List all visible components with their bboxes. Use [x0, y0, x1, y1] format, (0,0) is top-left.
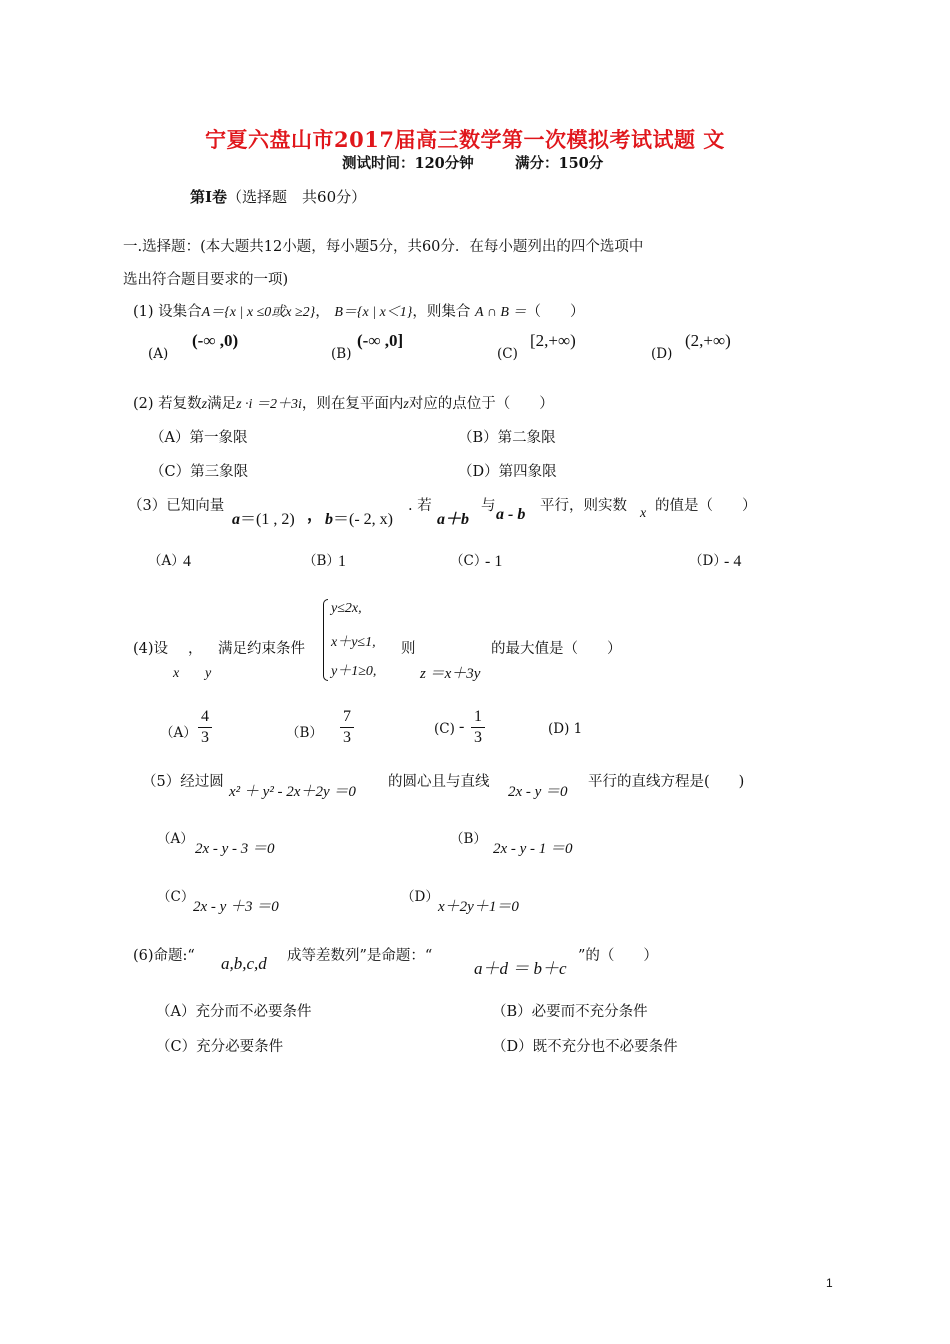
- option: [150, 426, 247, 447]
- sequence: a,b,c,d: [221, 954, 267, 973]
- part-intro-line2: 选出符合题目要求的一项): [123, 272, 289, 288]
- part-intro-line1: 一.选择题：(本大题共12小题，每小题5分，共60分．在每小题列出的四个选项中: [123, 239, 644, 255]
- question-number: （3）: [128, 498, 167, 514]
- question-text: 满足约束条件: [218, 641, 305, 657]
- intersection-expr: A ∩ B ＝: [475, 305, 527, 320]
- var-z: z: [403, 397, 409, 412]
- set-a: A＝{x | x ≤0或x ≥2}: [201, 305, 316, 320]
- separator: ，: [315, 304, 330, 320]
- option-label: （A）: [150, 430, 190, 446]
- option-label: （D）: [401, 889, 439, 905]
- vector-sum: a＋b: [437, 511, 470, 528]
- option-label: （A）: [157, 831, 194, 847]
- option-value: 第二象限: [497, 430, 556, 446]
- vector-diff: a - b: [496, 506, 526, 523]
- option-label: （C）: [450, 553, 488, 569]
- time-info: 测试时间：120分钟: [342, 155, 474, 172]
- option-value: 2x - y ＋3 ＝0: [193, 899, 279, 915]
- vector-b-value: ＝(- 2, x): [333, 511, 393, 528]
- option-label: （A）: [148, 553, 185, 569]
- option-label: (A): [148, 346, 169, 362]
- question-3-text: [128, 494, 224, 515]
- question-text: 平行，则实数: [540, 498, 627, 514]
- equation: a＋d ＝ b＋c: [474, 959, 567, 978]
- question-1: [133, 300, 584, 321]
- numerator: 7: [343, 708, 351, 725]
- option-value: (-∞ ,0): [192, 331, 239, 350]
- question-number: (1): [133, 304, 154, 320]
- question-text: ”的（ ）: [578, 948, 658, 964]
- option-fraction: [340, 708, 354, 747]
- option-value: 既不充分也不必要条件: [532, 1039, 678, 1055]
- question-text: 设集合: [158, 304, 202, 320]
- section-name: 第Ⅰ卷: [190, 188, 228, 206]
- question-text: 则: [401, 641, 416, 657]
- option-label: (C): [497, 346, 518, 362]
- page-number: 1: [826, 1276, 833, 1290]
- question-text: 与: [481, 498, 496, 514]
- option-value: - 4: [724, 553, 742, 570]
- question-number: (2): [133, 396, 154, 412]
- vector-a-def: [232, 506, 295, 529]
- constraint-3: y＋1≥0,: [331, 664, 377, 679]
- option-label: （D）: [492, 1039, 533, 1055]
- var-x: x: [640, 506, 647, 521]
- option-label: （B）: [286, 725, 323, 741]
- constraint-1: y≤2x,: [331, 601, 362, 616]
- option: [492, 1035, 678, 1056]
- option-value: 1: [573, 721, 583, 737]
- question-2: [133, 392, 554, 413]
- question-text: ，则在复平面内: [301, 396, 404, 412]
- question-text: 平行的直线方程是( ): [588, 774, 745, 790]
- option-label: （D）: [689, 553, 727, 569]
- option-label: （B）: [303, 553, 340, 569]
- option-value: 必要而不充分条件: [531, 1004, 648, 1020]
- option: [458, 426, 556, 447]
- question-number: （5）: [142, 774, 181, 790]
- question-text: 成等差数列”是命题：“: [287, 948, 433, 964]
- option-label: （D）: [458, 464, 499, 480]
- option-value: 充分必要条件: [196, 1039, 284, 1055]
- minus-sign: -: [459, 718, 465, 735]
- option-label: （B）: [458, 430, 498, 446]
- question-number: (4)设: [133, 641, 169, 657]
- option-label: （A）: [156, 1004, 196, 1020]
- question-text: 的圆心且与直线: [388, 774, 490, 790]
- question-text: 的最大值是（ ）: [491, 641, 622, 657]
- question-text: 对应的点位于（ ）: [408, 396, 554, 412]
- option-value: 充分而不必要条件: [195, 1004, 312, 1020]
- option: [156, 1035, 283, 1056]
- equation: z ·i ＝2＋3i: [236, 397, 302, 412]
- var-z: z: [201, 397, 208, 412]
- option-value: x＋2y＋1＝0: [438, 899, 519, 915]
- numerator: 4: [201, 708, 209, 725]
- question-text: 满足: [207, 396, 237, 412]
- option-fraction: [471, 708, 485, 747]
- option-value: 4: [183, 553, 191, 570]
- var-y: y: [205, 666, 212, 681]
- constraint-2: x＋y≤1,: [331, 635, 376, 650]
- option-label: （B）: [450, 831, 487, 847]
- section-note: （选择题 共60分）: [227, 188, 367, 206]
- question-text: ，则集合: [412, 304, 471, 320]
- question-text: 的值是（ ）: [655, 498, 757, 514]
- numerator: 1: [474, 708, 482, 725]
- denominator: 3: [474, 729, 482, 746]
- var-x: x: [173, 666, 180, 681]
- question-text: 若复数: [158, 396, 202, 412]
- set-b: B＝{x | x＜1}: [334, 305, 413, 320]
- question-text: [142, 770, 224, 791]
- line-equation: 2x - y ＝0: [508, 784, 568, 800]
- question-text-part: 经过圆: [180, 774, 224, 790]
- page-title: 宁夏六盘山市2017届高三数学第一次模拟考试试题 文: [205, 127, 725, 152]
- question-text: 已知向量: [166, 498, 225, 514]
- option-value: 第四象限: [498, 464, 557, 480]
- option-label: （B）: [492, 1004, 532, 1020]
- option-label: （C）: [157, 889, 195, 905]
- score-info: 满分：150分: [515, 155, 604, 172]
- comma: ，: [188, 641, 203, 657]
- option-fraction: [198, 708, 212, 747]
- option: [150, 460, 248, 481]
- option: [548, 721, 582, 737]
- option-value: 2x - y - 1 ＝0: [493, 841, 573, 857]
- constraint-brace: [323, 599, 328, 681]
- option-value: 1: [338, 553, 346, 570]
- option-label: (B): [331, 346, 352, 362]
- vector-b-def: [325, 506, 393, 529]
- option: [492, 1000, 648, 1021]
- option-label: （A）: [160, 725, 197, 741]
- question-number: (6)命题:“: [133, 948, 195, 964]
- vector-b: b: [325, 511, 333, 528]
- vector-a-value: ＝(1 , 2): [240, 511, 295, 528]
- option-value: 第一象限: [189, 430, 248, 446]
- option-value: - 1: [485, 553, 503, 570]
- option-value: 2x - y - 3 ＝0: [195, 841, 275, 857]
- denominator: 3: [343, 729, 351, 746]
- option-value: 第三象限: [190, 464, 249, 480]
- objective-function: z ＝x＋3y: [420, 666, 481, 682]
- question-text: . 若: [408, 498, 432, 514]
- answer-blank: （ ）: [526, 304, 585, 320]
- section-heading: [190, 186, 366, 207]
- option-value: (2,+∞): [685, 331, 731, 350]
- denominator: 3: [201, 729, 209, 746]
- option-label: (D): [651, 346, 673, 362]
- option-label: (C): [434, 721, 455, 737]
- option-value: [2,+∞): [530, 331, 576, 350]
- vector-a: a: [232, 511, 240, 528]
- option-value: (-∞ ,0]: [357, 331, 404, 350]
- option: [458, 460, 557, 481]
- option-label: （C）: [150, 464, 191, 480]
- option-label: (D): [548, 721, 570, 737]
- option: [156, 1000, 311, 1021]
- comma: ，: [307, 507, 324, 524]
- option-label: （C）: [156, 1039, 197, 1055]
- circle-equation: x² ＋ y² - 2x＋2y ＝0: [229, 784, 356, 800]
